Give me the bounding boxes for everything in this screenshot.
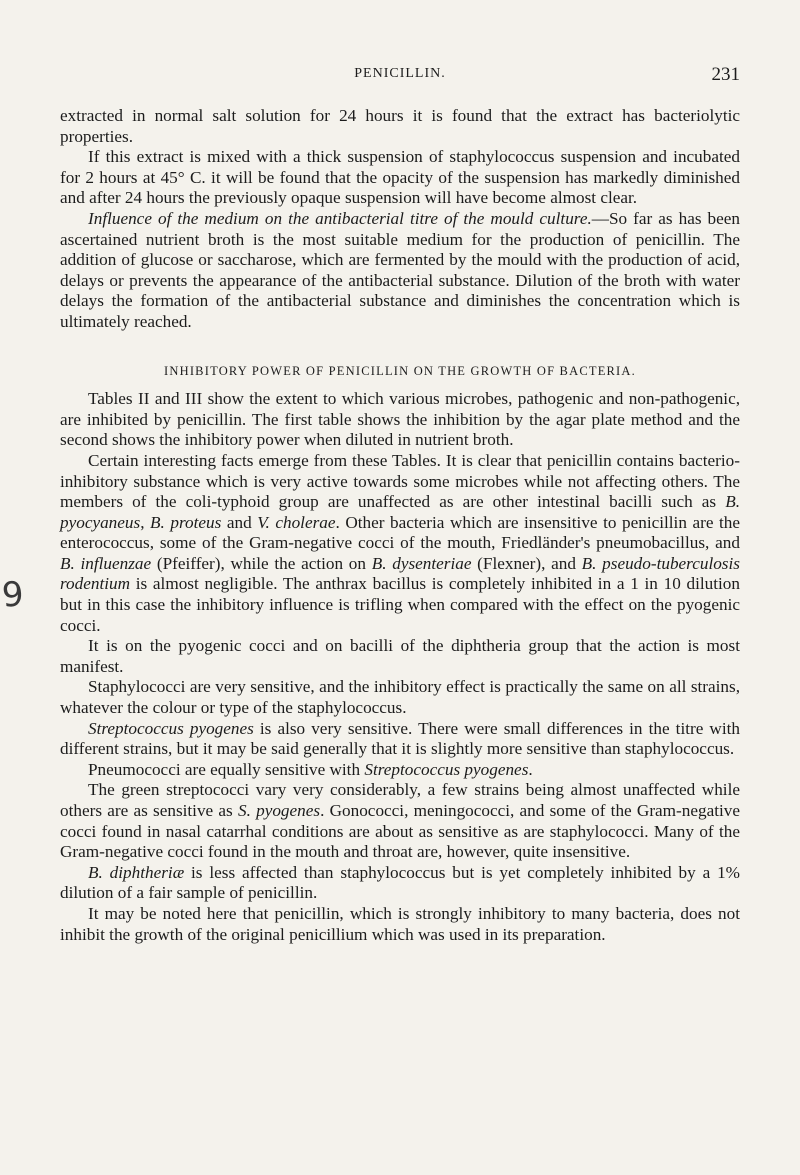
species-name: Streptococcus pyogenes [364, 759, 529, 779]
paragraph-text: . [528, 759, 533, 779]
running-head [60, 64, 740, 88]
paragraph [60, 780, 740, 862]
paragraph: Staphylococci are very sensitive, and the inhibitory effect is practically the same on all strains, whatever the colour or type of the staphylococcus. [60, 677, 740, 718]
species-name: Streptococcus pyogenes [88, 718, 254, 738]
paragraph [60, 451, 740, 636]
paragraph: If this extract is mixed with a thick suspension of staphylococcus suspension and incubated for 2 hours at 45° C. it will be found that the opacity of the suspension has markedly diminished and after 24 hours the previously opaque suspension will have become almost clear. [60, 147, 740, 208]
paragraph-text: . Other bacteria which are insensitive to penicillin are the enterococcus, some of the Gram-negative cocci of the mouth, Friedländer's pneumobacillus, and [60, 512, 740, 553]
paragraph: It may be noted here that penicillin, which is strongly inhibitory to many bacteria, does not inhibit the growth of the original penicillium which was used in its preparation. [60, 903, 740, 944]
paragraph-text: Certain interesting facts emerge from these Tables. It is clear that penicillin contains bacterio-inhibitory substance which is very active towards some microbes while not affecting others. The members of the coli-typhoid group are unaffected as are other intestinal bacilli such as [60, 450, 740, 512]
paragraph [60, 760, 740, 781]
paragraph: extracted in normal salt solution for 24 hours it is found that the extract has bacteriolytic properties. [60, 106, 740, 146]
paragraph-run-heading: Influence of the medium on the antibacterial titre of the mould culture. [88, 208, 592, 228]
paragraph-text: (Pfeiffer), while the action on [151, 553, 372, 573]
paragraph-text: is almost negligible. The anthrax bacillus is completely inhibited in a 1 in 10 dilution but in this case the inhibitory influence is trifling when compared with the effect on the pyogenic cocci. [60, 574, 740, 635]
paragraph-text: Pneumococci are equally sensitive with [88, 759, 365, 779]
handwritten-margin-mark: 9 [0, 574, 26, 616]
paragraph-text: . Gonococci, meningococci, and some of the Gram-negative cocci found in nasal catarrhal conditions are about as sensitive as are staphylococci. Many of the Gram-negative cocci found in the mouth and throat are, however, quite insensitive. [60, 801, 740, 862]
species-name: B. dysenteriae [371, 553, 472, 573]
species-name: B. diphtheriæ [88, 862, 185, 882]
body-text [60, 106, 740, 945]
species-name: B. pyocyaneus [60, 492, 740, 532]
paragraph-text: is less affected than staphylococcus but is yet completely inhibited by a 1% dilution of a fair sample of penicillin. [60, 862, 740, 903]
paragraph [60, 209, 740, 333]
page-number: 231 [711, 64, 740, 85]
paragraph [60, 863, 740, 904]
paragraph-text: (Flexner), and [471, 553, 582, 573]
paragraph [60, 719, 740, 760]
paragraph-text: is also very sensitive. There were small differences in the titre with different strains, but it may be said generally that it is slightly more sensitive than staphylococcus. [60, 718, 740, 759]
paragraph-text: , [140, 512, 151, 532]
paragraph-text: and [221, 512, 258, 532]
species-name: V. cholerae [257, 512, 336, 532]
paragraph-text: —So far as has been ascertained nutrient broth is the most suitable medium for the production of penicillin. The addition of glucose or saccharose, which are fermented by the mould with the production of acid, delays or prevents the appearance of the antibacterial substance. Dilution of the broth with water delays the formation of the antibacterial substance and diminishes the concentration which is ultimately reached. [60, 208, 740, 331]
paragraph: It is on the pyogenic cocci and on bacilli of the diphtheria group that the action is most manifest. [60, 636, 740, 676]
species-name: S. pyogenes [237, 801, 321, 820]
species-name: B. proteus [150, 512, 222, 532]
section-heading: INHIBITORY POWER OF PENICILLIN ON THE GROWTH OF BACTERIA. [164, 363, 636, 378]
paragraph: Tables II and III show the extent to which various microbes, pathogenic and non-pathogenic, are inhibited by penicillin. The first table shows the inhibition by the agar plate method and the second shows the inhibitory power when diluted in nutrient broth. [60, 389, 740, 450]
paragraph-text: The green streptococci vary very considerably, a few strains being almost unaffected while others are as sensitive as [60, 780, 740, 820]
species-name: B. influenzae [60, 553, 152, 573]
species-name: B. pseudo-tuberculosis rodentium [60, 553, 740, 594]
running-title: PENICILLIN. [354, 66, 446, 81]
